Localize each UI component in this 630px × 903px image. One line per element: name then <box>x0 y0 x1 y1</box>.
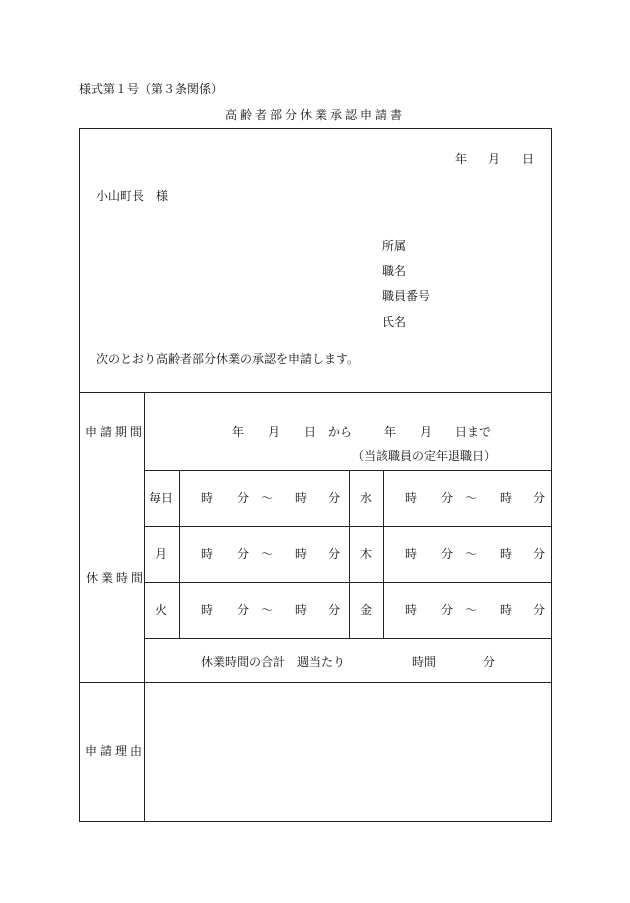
field-job-title: 職名 <box>382 264 407 278</box>
row2-left-tilde: ～ <box>261 547 274 561</box>
row1-left-end-min: 分 <box>328 491 341 505</box>
row3-left-end-hour: 時 <box>295 603 308 617</box>
row2-right-start-hour: 時 <box>405 547 418 561</box>
row3-right-end-hour: 時 <box>500 603 513 617</box>
row2-left-end-min: 分 <box>328 547 341 561</box>
row2-right-end-min: 分 <box>533 547 546 561</box>
hours-label: 休業時間 <box>86 571 147 585</box>
addressee: 小山町長 様 <box>96 189 169 203</box>
day-label-mon: 月 <box>155 547 168 561</box>
row2-left-start-min: 分 <box>237 547 250 561</box>
row2-left-start-hour: 時 <box>201 547 214 561</box>
weekly-total-hours: 時間 <box>412 655 437 669</box>
row2-right-start-min: 分 <box>441 547 454 561</box>
row3-right-start-min: 分 <box>441 603 454 617</box>
period-from-month: 月 <box>268 425 281 439</box>
row1-right-tilde: ～ <box>465 491 478 505</box>
row3-right-start-hour: 時 <box>405 603 418 617</box>
period-from-day: 日 から <box>304 425 353 439</box>
row1-right-start-hour: 時 <box>405 491 418 505</box>
field-affiliation: 所属 <box>382 239 407 253</box>
row1-left-tilde: ～ <box>261 491 274 505</box>
period-to-year: 年 <box>384 425 397 439</box>
weekly-total-minutes: 分 <box>483 655 496 669</box>
page-title: 高齢者部分休業承認申請書 <box>224 108 405 122</box>
day-label-tue: 火 <box>155 603 168 617</box>
row3-right-end-min: 分 <box>533 603 546 617</box>
row2-right-end-hour: 時 <box>500 547 513 561</box>
period-note: （当該職員の定年退職日） <box>352 449 497 463</box>
period-to-month: 月 <box>420 425 433 439</box>
day-label-wed: 水 <box>360 491 373 505</box>
weekly-total-label: 休業時間の合計 週当たり <box>201 655 346 669</box>
row3-left-end-min: 分 <box>328 603 341 617</box>
reason-label: 申請理由 <box>85 744 146 758</box>
row2-right-tilde: ～ <box>465 547 478 561</box>
period-to-day: 日まで <box>455 425 492 439</box>
row1-right-start-min: 分 <box>441 491 454 505</box>
row1-left-end-hour: 時 <box>295 491 308 505</box>
day-label-fri: 金 <box>360 603 373 617</box>
row1-left-start-min: 分 <box>237 491 250 505</box>
day-label-thu: 木 <box>360 547 373 561</box>
day-label-daily: 毎日 <box>149 491 174 505</box>
date-year: 年 <box>455 152 468 166</box>
row3-left-tilde: ～ <box>261 603 274 617</box>
date-month: 月 <box>488 152 501 166</box>
form-number: 様式第１号（第３条関係） <box>79 82 224 96</box>
date-day: 日 <box>522 152 535 166</box>
row1-right-end-min: 分 <box>533 491 546 505</box>
row1-left-start-hour: 時 <box>201 491 214 505</box>
period-from-year: 年 <box>232 425 245 439</box>
row3-left-start-hour: 時 <box>201 603 214 617</box>
row3-right-tilde: ～ <box>465 603 478 617</box>
period-label: 申請期間 <box>85 425 146 439</box>
field-employee-number: 職員番号 <box>382 289 431 303</box>
row2-left-end-hour: 時 <box>295 547 308 561</box>
row3-left-start-min: 分 <box>237 603 250 617</box>
application-statement: 次のとおり高齢者部分休業の承認を申請します。 <box>96 352 360 366</box>
reason-field[interactable] <box>146 684 550 820</box>
row1-right-end-hour: 時 <box>500 491 513 505</box>
field-name: 氏名 <box>382 315 407 329</box>
